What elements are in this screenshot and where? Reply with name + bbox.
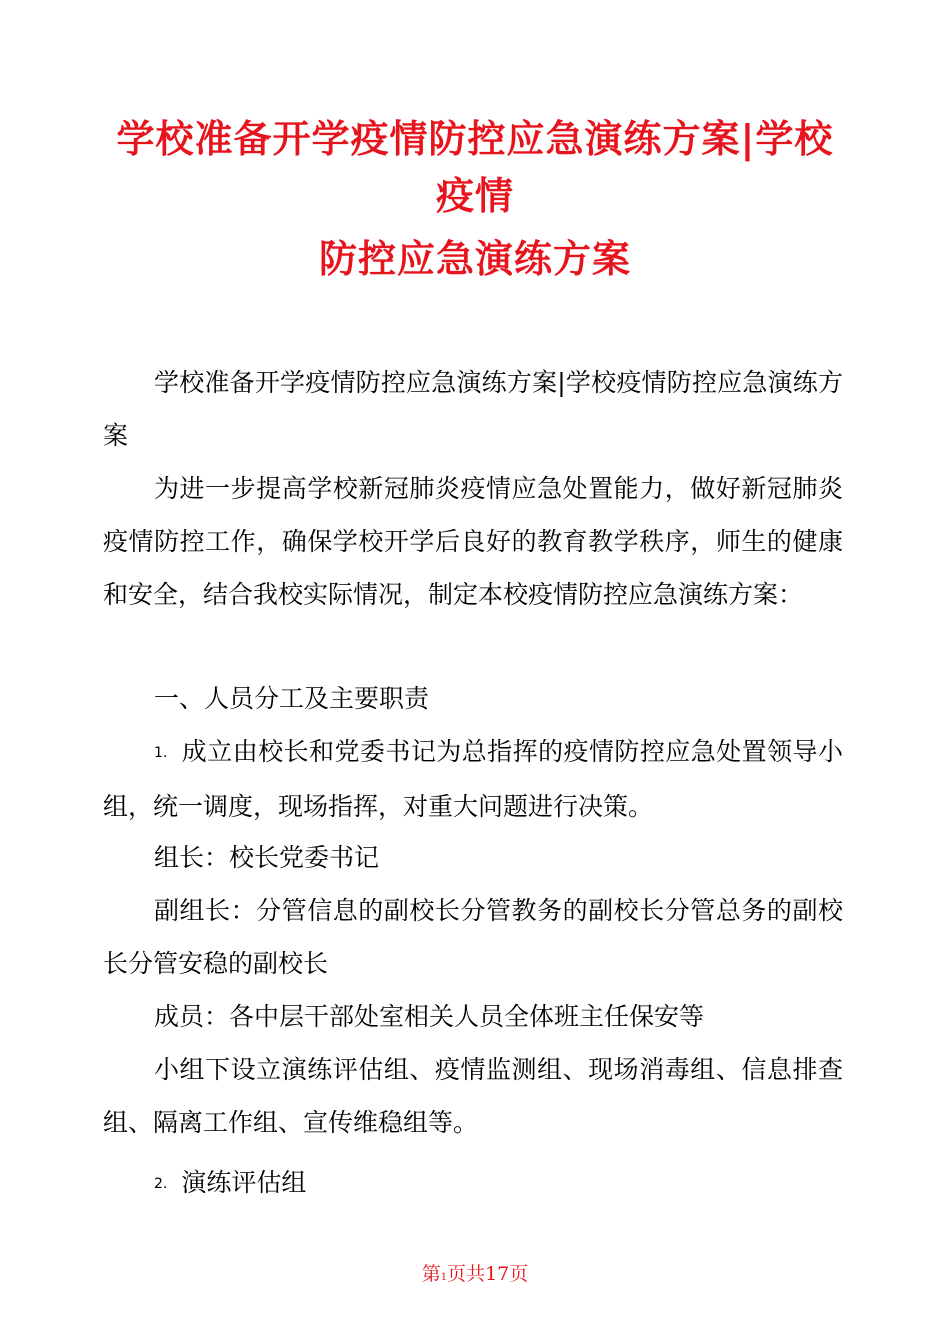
title-line-1: 学校准备开学疫情防控应急演练方案|学校 xyxy=(116,117,834,161)
title-line-2: 疫情 xyxy=(435,174,514,218)
page-footer xyxy=(0,1262,950,1290)
leader-line: 组长：校长党委书记 xyxy=(154,843,380,872)
purpose-paragraph: 为进一步提高学校新冠肺炎疫情应急处置能力，做好新冠肺炎疫情防控工作，确保学校开学后良好的教育教学秩序，师生的健康和安全，结合我校实际情况，制定本校疫情防控应急演练方案： xyxy=(103,474,843,609)
list-item-2-text: 演练评估组 xyxy=(181,1168,307,1197)
footer-middle: 页共 xyxy=(447,1263,486,1285)
list-number-2: 2. xyxy=(154,1175,168,1192)
footer-total-pages: 17 xyxy=(485,1263,510,1285)
list-item-1 xyxy=(103,725,843,833)
list-item-1-text: 成立由校长和党委书记为总指挥的疫情防控应急处置领导小组，统一调度，现场指挥，对重大问题进行决策。 xyxy=(103,737,843,821)
footer-page-number: 1 xyxy=(440,1272,448,1283)
deputy-paragraph: 副组长：分管信息的副校长分管教务的副校长分管总务的副校长分管安稳的副校长 xyxy=(103,896,843,978)
groups-paragraph: 小组下设立演练评估组、疫情监测组、现场消毒组、信息排查组、隔离工作组、宣传维稳组等。 xyxy=(103,1055,843,1137)
members-line: 成员：各中层干部处室相关人员全体班主任保安等 xyxy=(154,1002,705,1031)
section-heading-1: 一、人员分工及主要职责 xyxy=(154,684,430,713)
intro-paragraph: 学校准备开学疫情防控应急演练方案|学校疫情防控应急演练方案 xyxy=(103,368,843,450)
list-number-1: 1. xyxy=(154,744,168,761)
footer-prefix: 第 xyxy=(421,1263,441,1285)
list-item-2 xyxy=(103,1156,843,1211)
footer-suffix: 页 xyxy=(509,1263,529,1285)
title-line-3: 防控应急演练方案 xyxy=(318,237,631,281)
